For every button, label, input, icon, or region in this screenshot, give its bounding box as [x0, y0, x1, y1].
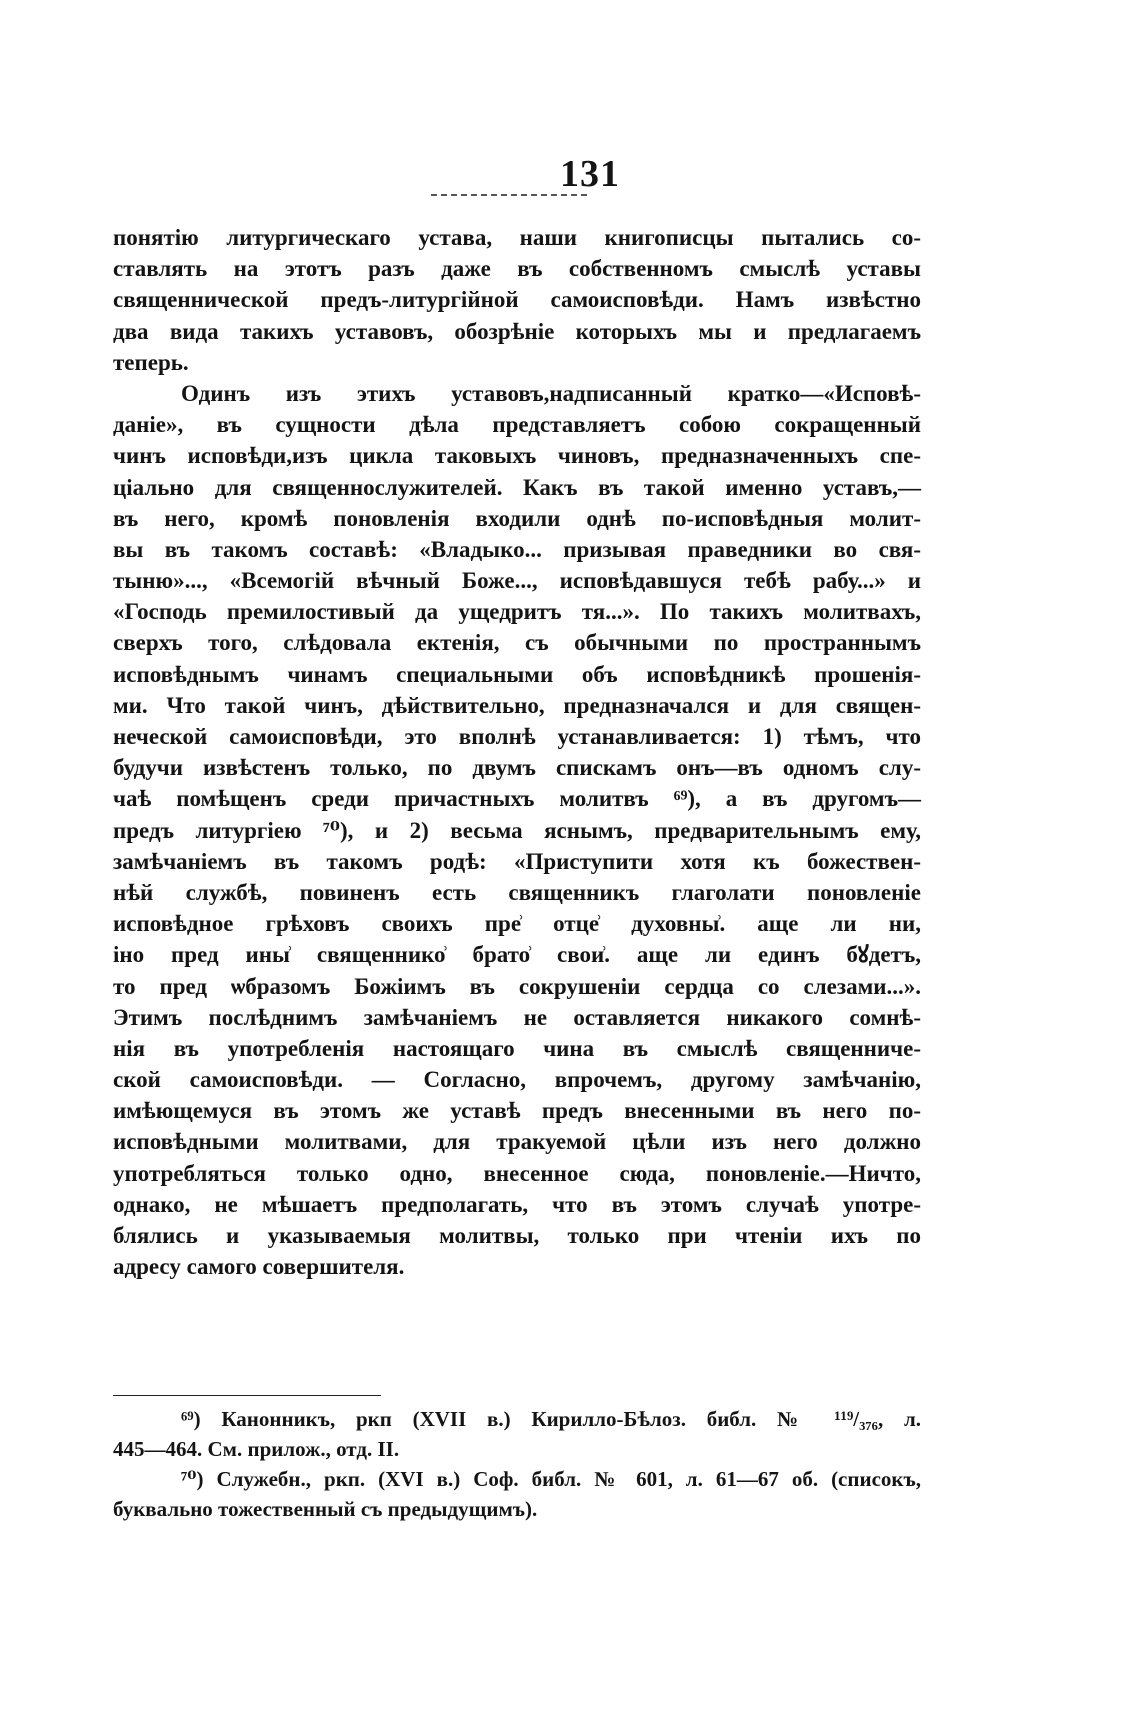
footnote-line: буквально тожественный съ предыдущимъ). — [113, 1497, 538, 1521]
text-line: понятію литургическаго устава, наши книгописцы пытались со- — [113, 225, 921, 250]
text-line: ской самоисповѣди. — Согласно, впрочемъ, другому замѣчанію, — [113, 1067, 921, 1093]
text-line: то пред ѡбразомъ Божіимъ въ сокрушеніи сердца со слезами...». — [113, 973, 921, 999]
text-line: исповѣдное грѣховъ своихъ пре͗ отце͗ духовны͗. аще ли ни, — [113, 911, 921, 937]
text-line: Этимъ послѣднимъ замѣчаніемъ не оставляется никакого сомнѣ- — [113, 1004, 921, 1030]
footnote-separator — [113, 1395, 381, 1396]
text-line: два вида такихъ уставовъ, обозрѣніе которыхъ мы и предлагаемъ — [113, 318, 921, 344]
text-line: исповѣднымъ чинамъ специальными объ исповѣдникѣ прошенія- — [113, 661, 921, 687]
text-line: имѣющемуся въ этомъ же уставѣ предъ внесенными въ него по- — [113, 1098, 921, 1124]
text-line: ставлять на этотъ разъ даже въ собственномъ смыслѣ уставы — [113, 256, 921, 282]
text-line: даніе», въ сущности дѣла представляетъ собою сокращенный — [113, 412, 921, 438]
text-line: замѣчаніемъ въ такомъ родѣ: «Приступити хотя къ божествен- — [113, 848, 921, 874]
footnote-line: ⁷⁰) Служебн., ркп. (XVI в.) Соф. библ. № 601, л. 61—67 об. (списокъ, — [181, 1467, 921, 1491]
text-line: нѣй службѣ, повиненъ есть священникъ глаголати поновленіе — [113, 879, 921, 905]
text-line: неческой самоисповѣди, это вполнѣ устанавливается: 1) тѣмъ, что — [113, 724, 921, 749]
text-line: Одинъ изъ этихъ уставовъ,надписанный кратко—«Исповѣ- — [181, 380, 921, 406]
footnotes — [113, 1404, 921, 1524]
footnote-line: ⁶⁹) Канонникъ, ркп (XVII в.) Кирилло-Бѣлоз. библ. № ¹¹⁹/₃₇₆, л. — [181, 1407, 921, 1431]
text-line: предъ литургіею ⁷⁰), и 2) весьма яснымъ, предварительнымъ ему, — [113, 817, 921, 843]
text-line: іно пред ины͗ священнико͗ брато͗ свои͗. аще ли единъ бꙋдетъ, — [113, 942, 921, 968]
text-line: исповѣдными молитвами, для тракуемой цѣли изъ него должно — [113, 1129, 921, 1155]
page-number-rule — [431, 194, 587, 196]
text-line: теперь. — [113, 349, 189, 375]
text-line: священнической предъ-литургійной самоисповѣди. Намъ извѣстно — [113, 287, 921, 313]
text-line: будучи извѣстенъ только, по двумъ спискамъ онъ—въ одномъ слу- — [113, 755, 921, 781]
text-line: употребляться только одно, внесенное сюда, поновленіе.—Ничто, — [113, 1160, 921, 1186]
text-line: чинъ исповѣди,изъ цикла таковыхъ чиновъ, предназначенныхъ спе- — [113, 443, 921, 469]
text-line: ціально для священнослужителей. Какъ въ такой именно уставъ,— — [113, 474, 921, 500]
text-line: нія въ употребленія настоящаго чина въ смыслѣ священниче- — [113, 1035, 921, 1061]
text-line: чаѣ помѣщенъ среди причастныхъ молитвъ ⁶⁹), а въ другомъ— — [113, 786, 921, 812]
text-line: въ него, кромѣ поновленія входили однѣ по-исповѣдныя молит- — [113, 505, 921, 531]
text-line: адресу самого совершителя. — [113, 1254, 405, 1280]
text-line: вы въ такомъ составѣ: «Владыко... призывая праведники во свя- — [113, 536, 921, 562]
main-text — [113, 222, 921, 1282]
footnote-line: 445—464. См. прилож., отд. II. — [113, 1437, 400, 1461]
text-line: тыню»..., «Всемогій вѣчный Боже..., исповѣдавшуся тебѣ рабу...» и — [113, 568, 921, 594]
text-line: ми. Что такой чинъ, дѣйствительно, предназначался и для священ- — [113, 692, 921, 718]
text-line: блялись и указываемыя молитвы, только при чтеніи ихъ по — [113, 1223, 921, 1248]
text-line: однако, не мѣшаетъ предполагать, что въ этомъ случаѣ употре- — [113, 1191, 921, 1217]
text-line: «Господь премилостивый да ущедритъ тя...». По такихъ молитвахъ, — [113, 599, 921, 625]
text-line: сверхъ того, слѣдовала ектенія, съ обычными по пространнымъ — [113, 630, 921, 656]
page-number: 131 — [560, 153, 620, 195]
